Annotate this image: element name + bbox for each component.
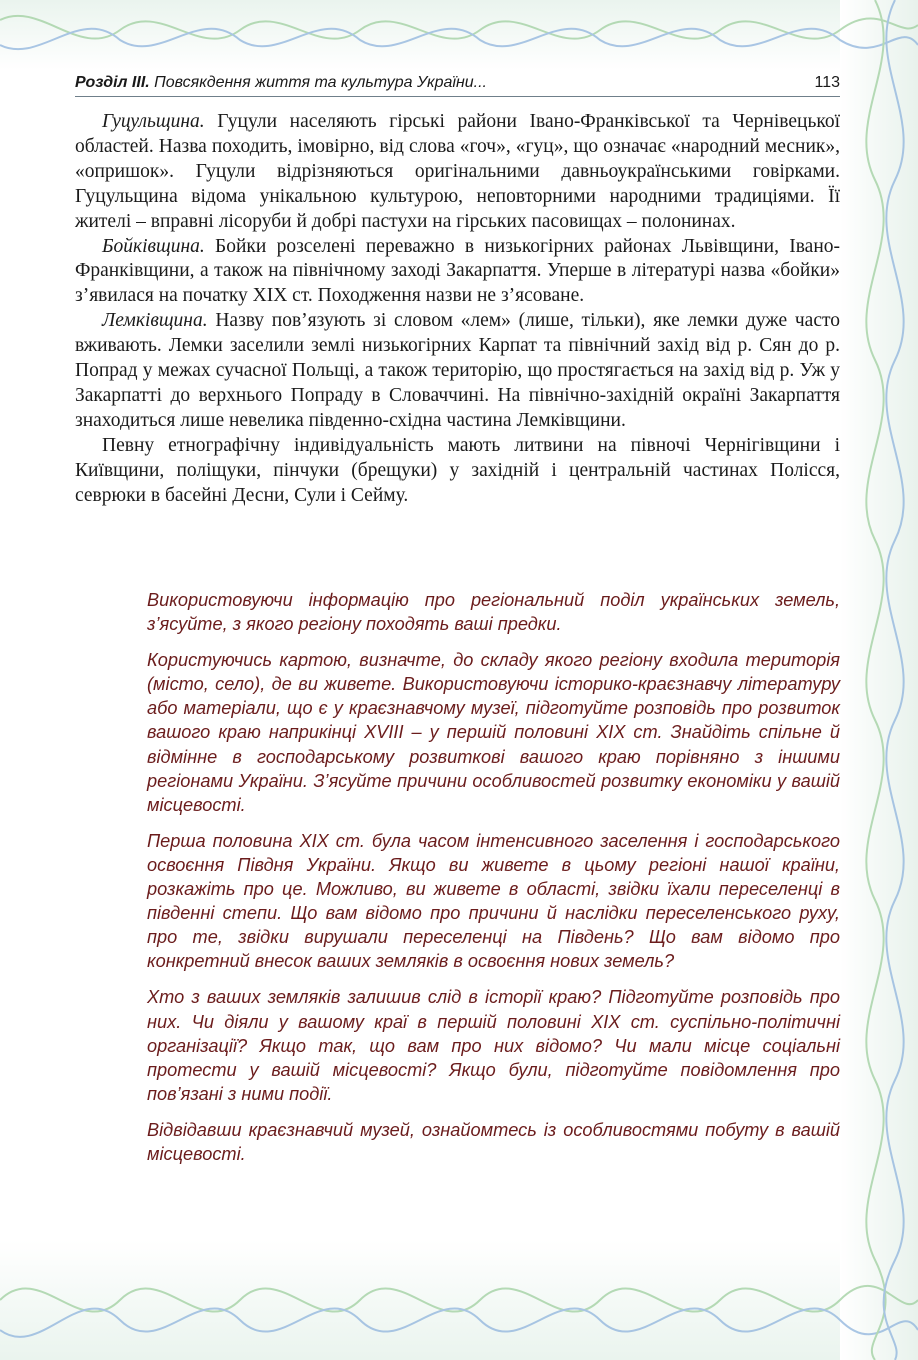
paragraph-text: Гуцули населяють гірські райони Івано-Франківської та Чернівецької областей. Назва походить, імовірно, від слова «гоч», «гуц», що означає «народний месник», «опришок». Гуцули відрізняються оригінальними давньоукраїнськими говірками. Гуцульщина відома унікальною культурою, неповторними народними традиціями. Її жителі – вправні лісоруби й добрі пастухи на гірських пасовищах – полонинах. bbox=[75, 111, 840, 232]
section-title bbox=[75, 74, 487, 92]
task-item: Перша половина XIX ст. була часом інтенсивного заселення і господарського освоєння Півдня України. Якщо ви живете в цьому регіоні нашої країни, розкажіть про це. Можливо, ви живете в області, звідки їхали переселенці в південні степи. Що вам відомо про причини й наслідки переселенського руху, про те, звідки вирушали переселенці на Південь? Що вам відомо про конкретний внесок ваших земляків в освоєння нових земель? bbox=[147, 830, 840, 972]
section-label: Розділ III. bbox=[75, 74, 150, 91]
paragraph-text: Бойки розселені переважно в низькогірних районах Львівщини, Івано-Франківщини, а також на північному заході Закарпаття. Уперше в літературі назва «бойки» з’явилася на початку XIX ст. Походження назви не з’ясоване. bbox=[75, 235, 840, 307]
task-item: Користуючись картою, визначте, до складу якого регіону входила територія (місто, село), де ви живете. Використовуючи історико-краєзнавчу літературу або матеріали, що є у краєзнавчому музеї, підготуйте розповідь про розвиток вашого краю наприкінці XVIII – у першій половині XIX ст. Знайдіть спільне й відмінне в господарському розвиткові вашого краю порівняно з іншими регіонами України. З’ясуйте причини особливостей розвитку економіки у вашій місцевості. bbox=[147, 650, 840, 815]
page-number: 113 bbox=[814, 74, 840, 91]
running-header bbox=[75, 70, 840, 97]
section-name: Повсякдення життя та культура України... bbox=[154, 74, 487, 91]
paragraph-text: Назву пов’язують зі словом «лем» (лише, тільки), яке лемки дуже часто вживають. Лемки заселили землі низькогірних Карпат та північний захід від р. Сян до р. Попрад у межах сучасної Польщі, а також територію, що простягається на захід від р. Уж у Закарпатті до верхнього Попраду в Словаччині. На північно-західній окраїні Закарпаття знаходиться лише невелика південно-східна частина Лемківщини. bbox=[75, 310, 840, 431]
task-item: Відвідавши краєзнавчий музей, ознайомтесь із особливостями побуту в вашій місцевості. bbox=[147, 1119, 840, 1164]
paragraph-lead: Лемківщина. bbox=[102, 310, 208, 332]
task-list bbox=[147, 588, 840, 1178]
paragraph-boikivshchyna bbox=[75, 235, 840, 310]
paragraph-lemkivshchyna bbox=[75, 309, 840, 434]
paragraph-lead: Бойківщина. bbox=[102, 235, 205, 257]
task-item: Хто з ваших земляків залишив слід в історії краю? Підготуйте розповідь про них. Чи діяли у вашому краї в першій половині XIX ст. суспільно-політичні організації? Якщо так, що вам про них відомо? Чи мали місце соціальні протести у вашій місцевості? Якщо були, підготуйте повідомлення про пов’язані з ними події. bbox=[147, 987, 840, 1104]
task-item: Використовуючи інформацію про регіональний поділ українських земель, з’ясуйте, з якого регіону походять ваші предки. bbox=[147, 590, 840, 635]
paragraph-hutsulshchyna bbox=[75, 110, 840, 235]
body-text bbox=[75, 110, 840, 509]
paragraph-text: Певну етнографічну індивідуальність мають литвини на півночі Чернігівщини і Київщини, поліщуки, пінчуки (брещуки) у західній і центральній частинах Полісся, севрюки в басейні Десни, Сули і Сейму. bbox=[75, 434, 840, 506]
paragraph-other-groups bbox=[75, 434, 840, 509]
paragraph-lead: Гуцульщина. bbox=[102, 111, 205, 132]
